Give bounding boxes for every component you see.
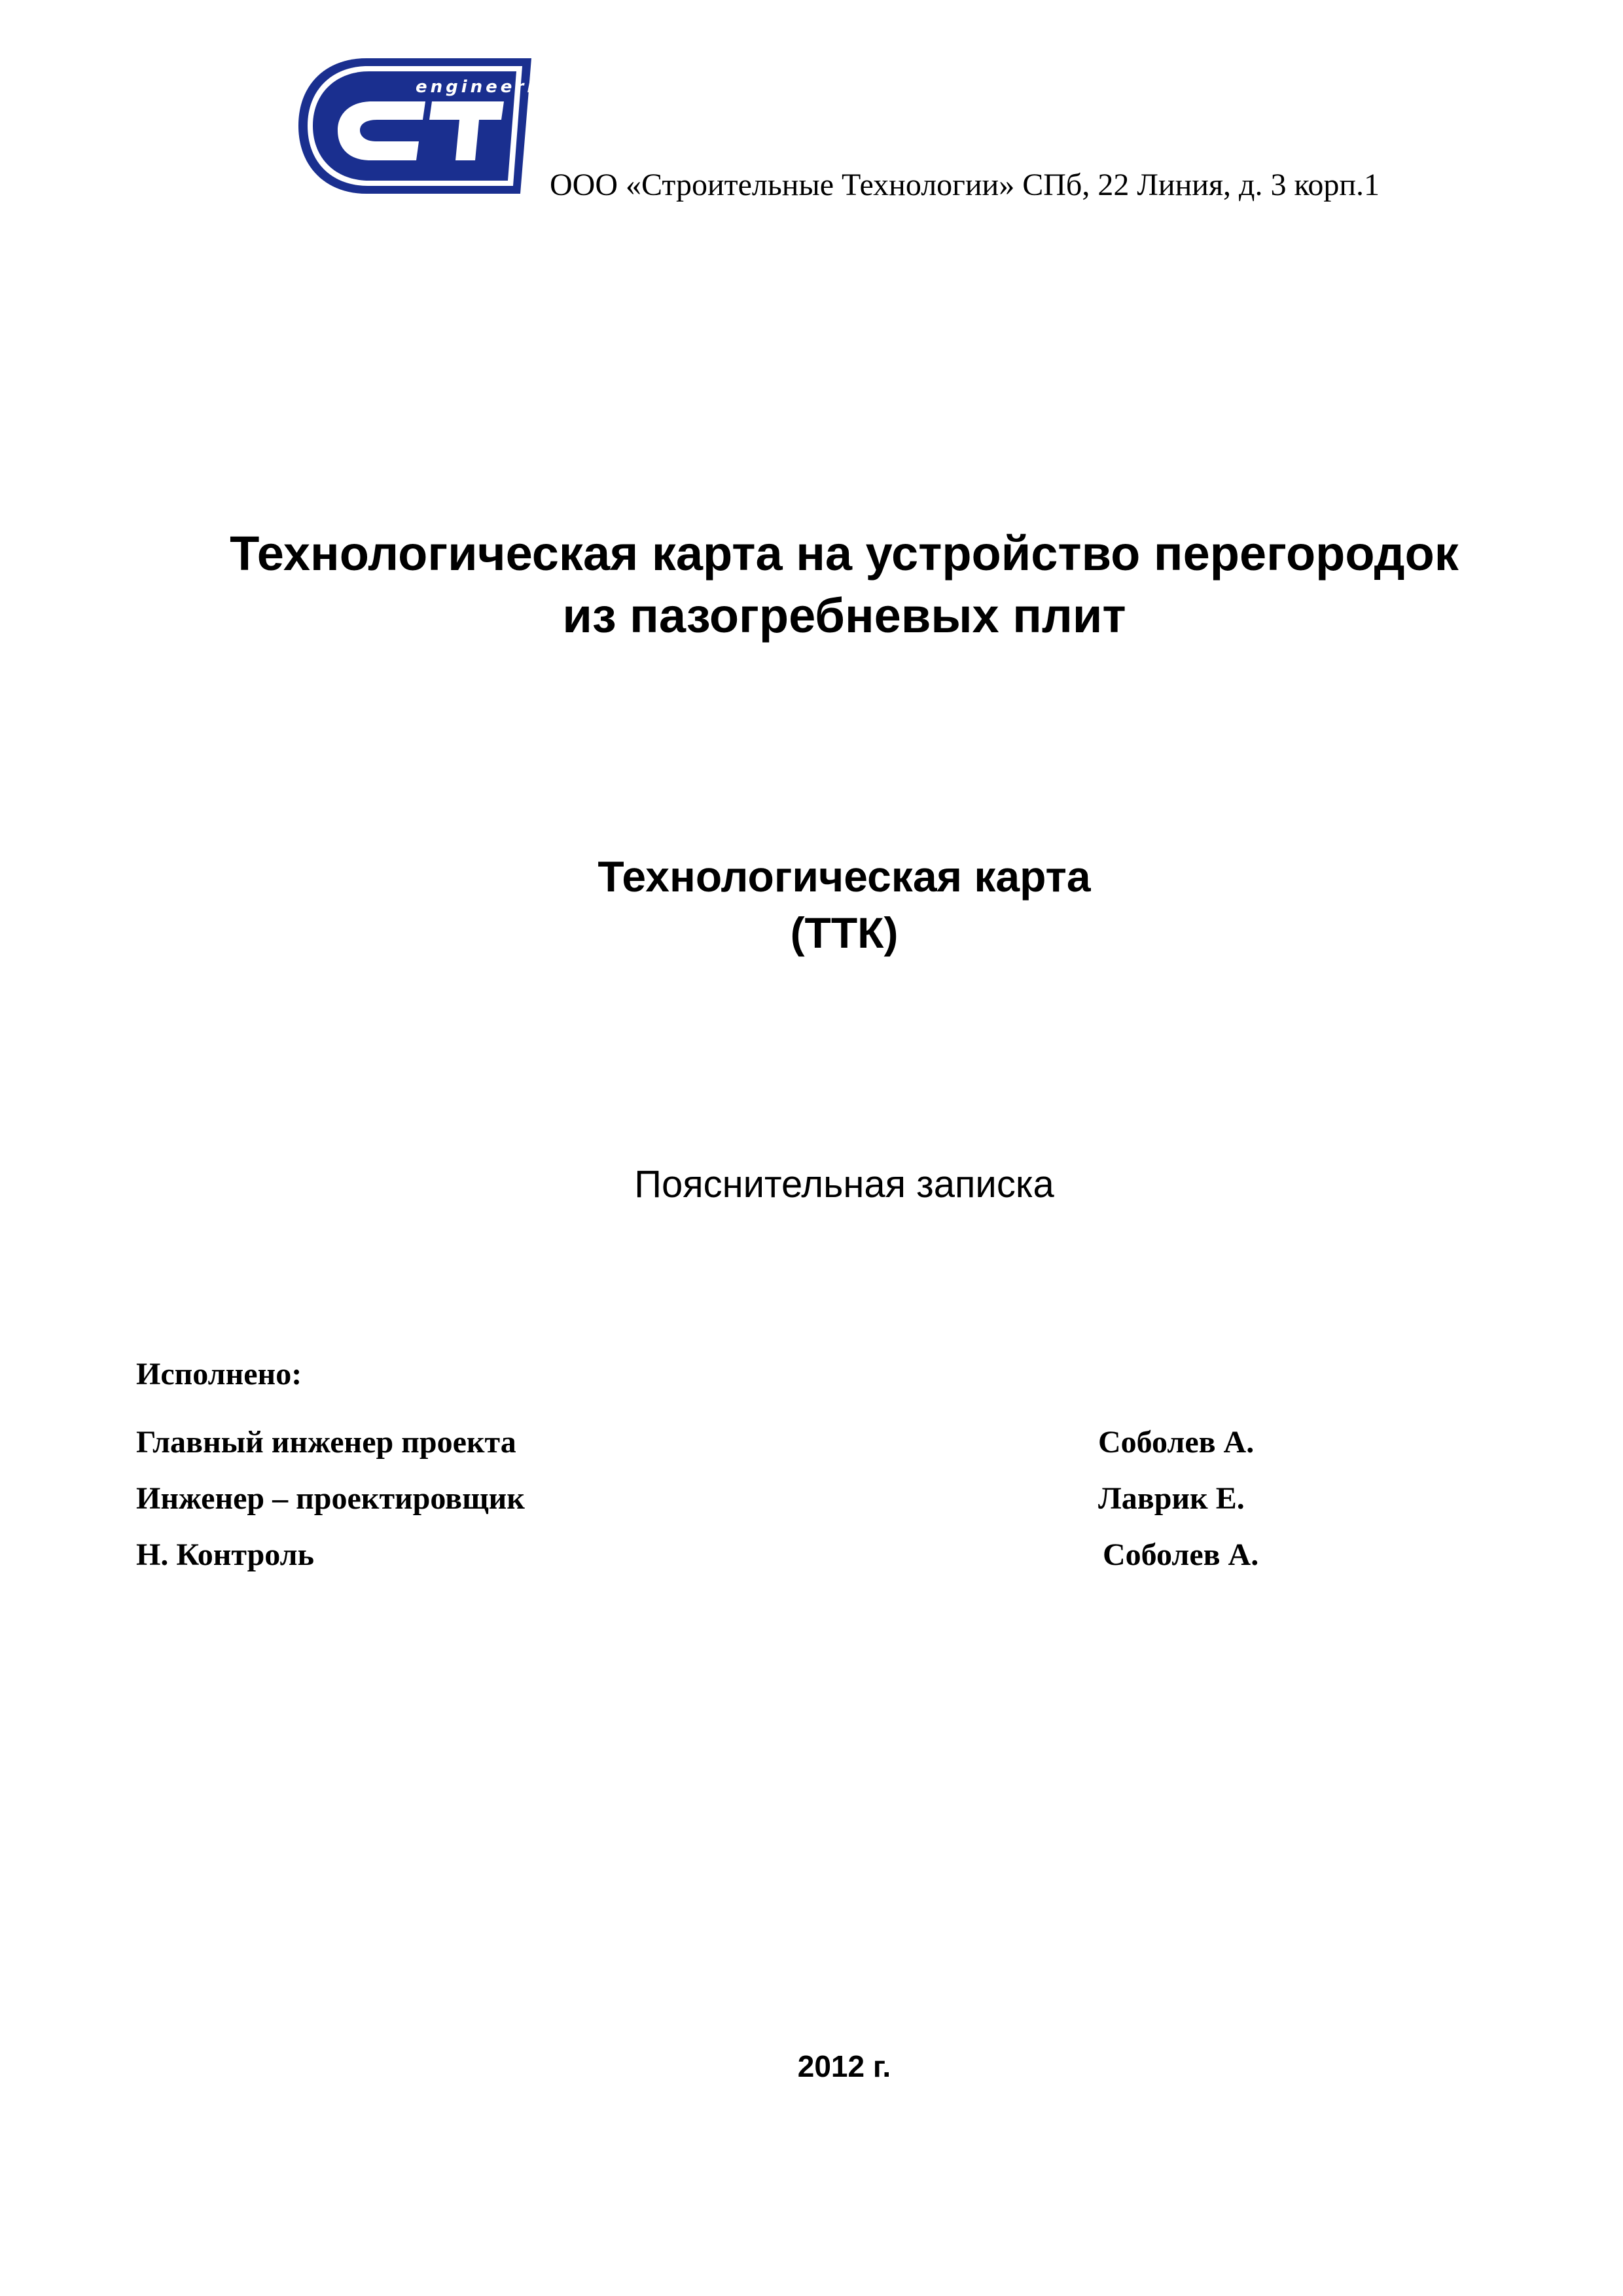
signature-person: Соболев А. [1098, 1425, 1255, 1460]
signature-role: Главный инженер проекта [136, 1425, 516, 1460]
document-subtitle [92, 848, 1597, 961]
logo-engineering-text: engineering [416, 77, 567, 97]
signature-row [136, 1424, 1281, 1463]
signature-person: Соболев А. [1103, 1537, 1259, 1572]
executed-heading: Исполнено: [136, 1357, 302, 1391]
document-year: 2012 г. [797, 2049, 891, 2083]
document-subtitle-line-2: (ТТК) [790, 908, 899, 957]
signature-row [136, 1480, 1281, 1520]
signature-row [136, 1537, 1281, 1576]
company-logo [294, 56, 567, 196]
signature-person: Лаврик Е. [1098, 1481, 1245, 1516]
signature-role: Н. Контроль [136, 1537, 314, 1572]
document-title-line-2: из пазогребневых плит [562, 588, 1126, 643]
signature-role: Инженер – проектировщик [136, 1481, 525, 1516]
document-title [92, 522, 1597, 647]
document-subtitle-line-1: Технологическая карта [597, 852, 1091, 901]
explanatory-note-label: Пояснительная записка [634, 1163, 1054, 1206]
document-title-line-1: Технологическая карта на устройство перегородок [230, 526, 1459, 581]
company-address-line: ООО «Строительные Технологии» СПб, 22 Линия, д. 3 корп.1 [550, 168, 1380, 202]
